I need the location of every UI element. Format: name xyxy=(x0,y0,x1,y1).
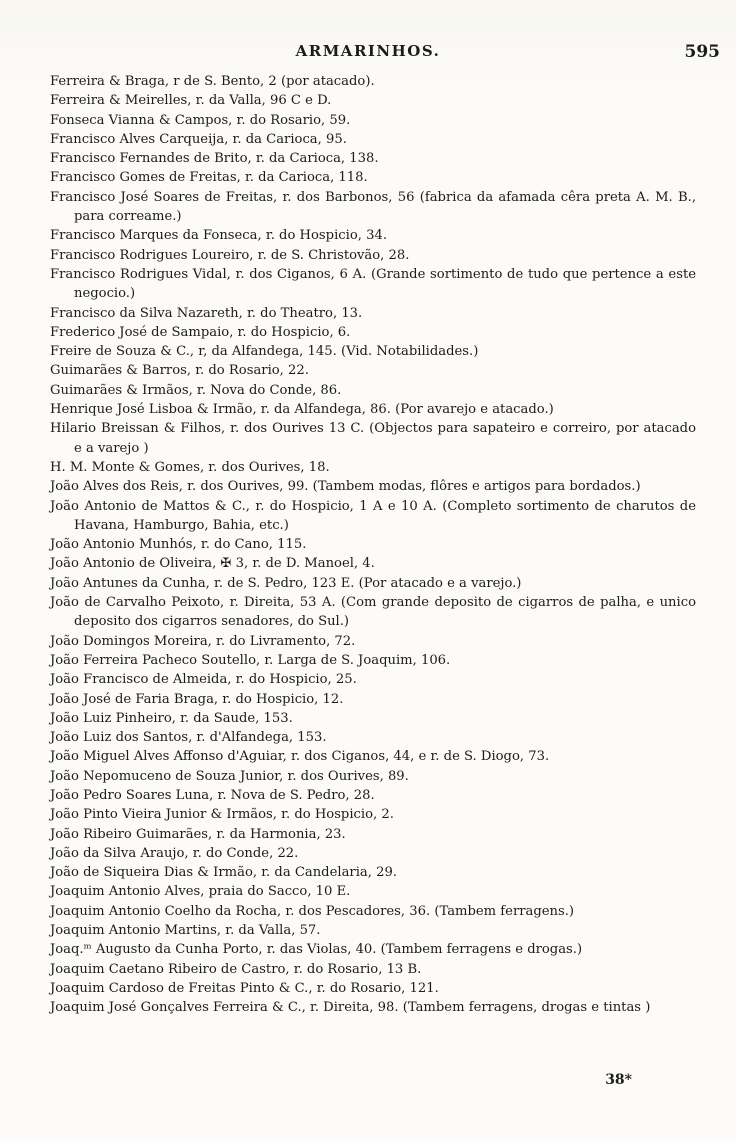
directory-entry: Joaquim Antonio Alves, praia do Sacco, 10 E. xyxy=(50,884,351,900)
directory-entry: Francisco Rodrigues Loureiro, r. de S. Christovão, 28. xyxy=(50,247,410,263)
directory-entry: Francisco Gomes de Freitas, r. da Carioca, 118. xyxy=(50,170,368,186)
directory-entry: João Ribeiro Guimarães, r. da Harmonia, 23. xyxy=(50,826,346,842)
directory-entry: Francisco Fernandes de Brito, r. da Carioca, 138. xyxy=(50,151,379,167)
directory-entry: João Ferreira Pacheco Soutello, r. Larga de S. Joaquim, 106. xyxy=(50,652,451,668)
directory-entry: Joaquim Antonio Martins, r. da Valla, 57. xyxy=(50,923,321,939)
directory-entry: João de Carvalho Peixoto, r. Direita, 53 A. (Com grande deposito de cigarros de palha, e unico deposito dos cigarros senadores, do Sul.) xyxy=(50,595,696,630)
directory-entry: H. M. Monte & Gomes, r. dos Ourives, 18. xyxy=(50,459,330,475)
signature-mark: 38* xyxy=(605,1072,632,1088)
directory-entry: Henrique José Lisboa & Irmão, r. da Alfandega, 86. (Por avarejo e atacado.) xyxy=(50,402,554,418)
directory-entry: Francisco Alves Carqueija, r. da Carioca, 95. xyxy=(50,131,347,147)
directory-entry: Ferreira & Meirelles, r. da Valla, 96 C e D. xyxy=(50,93,332,109)
directory-entry: Frederico José de Sampaio, r. do Hospicio, 6. xyxy=(50,324,351,340)
directory-entry: Freire de Souza & C., r, da Alfandega, 145. (Vid. Notabilidades.) xyxy=(50,344,479,360)
directory-entry: Joaquim Cardoso de Freitas Pinto & C., r. do Rosario, 121. xyxy=(50,980,439,996)
directory-entry: Francisco Rodrigues Vidal, r. dos Ciganos, 6 A. (Grande sortimento de tudo que pertence a este negocio.) xyxy=(50,266,696,302)
directory-entry: João de Siqueira Dias & Irmão, r. da Candelaria, 29. xyxy=(50,865,397,881)
directory-entry: João Francisco de Almeida, r. do Hospicio, 25. xyxy=(50,672,357,688)
directory-entry: João Domingos Moreira, r. do Livramento, 72. xyxy=(50,633,356,649)
page-header xyxy=(0,42,736,68)
page-number: 595 xyxy=(684,42,720,62)
directory-entry: Fonseca Vianna & Campos, r. do Rosario, 59. xyxy=(50,112,351,128)
directory-entry: Joaq.ᵐ Augusto da Cunha Porto, r. das Violas, 40. (Tambem ferragens e drogas.) xyxy=(50,942,583,958)
directory-entry: João Antonio Munhós, r. do Cano, 115. xyxy=(50,537,307,553)
directory-entry: João Luiz dos Santos, r. d'Alfandega, 153. xyxy=(50,730,327,746)
directory-entry: Francisco Marques da Fonseca, r. do Hospicio, 34. xyxy=(50,228,388,244)
directory-entry: Joaquim Antonio Coelho da Rocha, r. dos Pescadores, 36. (Tambem ferragens.) xyxy=(50,903,575,919)
directory-entry: João Pedro Soares Luna, r. Nova de S. Pedro, 28. xyxy=(50,787,375,803)
directory-entry: Francisco da Silva Nazareth, r. do Theatro, 13. xyxy=(50,305,363,321)
directory-entry: Guimarães & Irmãos, r. Nova do Conde, 86. xyxy=(50,382,342,398)
directory-entry: Ferreira & Braga, r de S. Bento, 2 (por atacado). xyxy=(50,74,375,89)
directory-entry: João Alves dos Reis, r. dos Ourives, 99. (Tambem modas, flôres e artigos para bordados.) xyxy=(50,479,641,495)
directory-entry: Hilario Breissan & Filhos, r. dos Ourives 13 C. (Objectos para sapateiro e correiro, por atacado e a varejo ) xyxy=(50,421,696,456)
directory-entry: Francisco José Soares de Freitas, r. dos Barbonos, 56 (fabrica da afamada cêra preta A. M. B., para correame.) xyxy=(50,189,696,225)
directory-list xyxy=(50,72,696,1018)
directory-entry: João Miguel Alves Affonso d'Aguiar, r. dos Ciganos, 44, e r. de S. Diogo, 73. xyxy=(50,749,550,765)
directory-entry: João Antonio de Oliveira, ✠ 3, r. de D. Manoel, 4. xyxy=(50,556,375,572)
directory-entry: Guimarães & Barros, r. do Rosario, 22. xyxy=(50,363,309,379)
directory-entry: João Antunes da Cunha, r. de S. Pedro, 123 E. (Por atacado e a varejo.) xyxy=(50,575,522,591)
directory-entry: Joaquim Caetano Ribeiro de Castro, r. do Rosario, 13 B. xyxy=(50,961,422,977)
directory-entry: João Antonio de Mattos & C., r. do Hospicio, 1 A e 10 A. (Completo sortimento de charutos de Havana, Hamburgo, Bahia, etc.) xyxy=(50,498,696,533)
directory-entry: João Luiz Pinheiro, r. da Saude, 153. xyxy=(50,710,293,726)
directory-entry: João Pinto Vieira Junior & Irmãos, r. do Hospicio, 2. xyxy=(50,807,394,823)
directory-entry: João José de Faria Braga, r. do Hospicio, 12. xyxy=(50,691,344,707)
directory-entry: João Nepomuceno de Souza Junior, r. dos Ourives, 89. xyxy=(50,768,409,784)
directory-entry: João da Silva Araujo, r. do Conde, 22. xyxy=(50,845,299,861)
section-title: ARMARINHOS. xyxy=(295,42,441,60)
directory-entry: Joaquim José Gonçalves Ferreira & C., r. Direita, 98. (Tambem ferragens, drogas e tintas ) xyxy=(50,1000,651,1016)
